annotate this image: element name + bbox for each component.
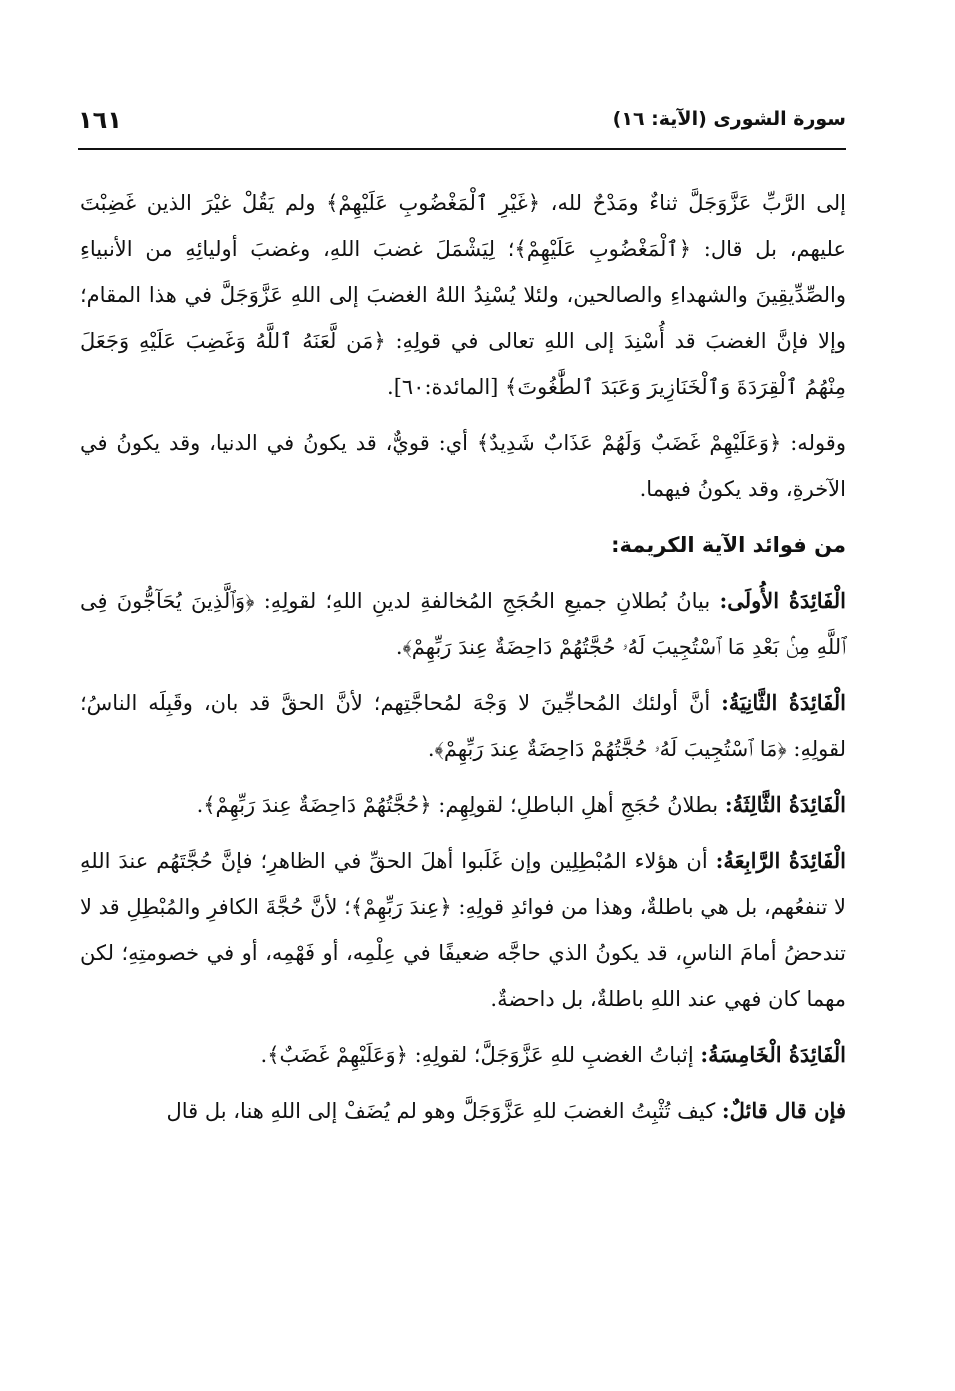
benefit-5 <box>80 1032 846 1078</box>
header-divider <box>78 148 846 150</box>
objection-text: كيف تُثْبِتُ الغضبَ للهِ عَزَّوَجَلَّ وهو لم يُضَفْ إلى اللهِ هنا، بل قال <box>166 1099 722 1123</box>
benefit-2-label: الْفَائِدَةُ الثَّانِيَةُ: <box>721 690 846 715</box>
objection-label: فإن قال قائلٌ: <box>721 1098 846 1123</box>
benefit-1 <box>80 578 846 670</box>
benefit-1-text: بيانُ بُطلانِ جميعِ الحُجَجِ المُخالفةِ لدينِ اللهِ؛ لقولِهِ: ﴿وَٱلَّذِينَ يُحَآجُّونَ فِى ٱللَّهِ مِنۢ بَعْدِ مَا ٱسْتُجِيبَ لَهُۥ حُجَّتُهُمْ دَاحِضَةٌ عِندَ رَبِّهِمْ﴾. <box>80 589 846 659</box>
benefit-2-text: أنَّ أولئك المُحاجِّينَ لا وَجْهَ لمُحاجَّتِهم؛ لأنَّ الحقَّ قد بان، وقَبِلَه الناسُ؛ لقولِهِ: ﴿مَا ٱسْتُجِيبَ لَهُۥ حُجَّتُهُمْ دَاحِضَةٌ عِندَ رَبِّهِمْ﴾. <box>80 691 846 761</box>
benefit-3 <box>80 782 846 828</box>
objection-paragraph <box>80 1088 846 1134</box>
surah-title: سورة الشورى (الآية: ١٦) <box>612 108 846 130</box>
benefit-4-text: أن هؤلاء المُبْطِلِين وإن غَلَبوا أهلَ الحقِّ في الظاهرِ؛ فإنَّ حُجَّتَهُم عندَ اللهِ لا تنفعُهم، بل هي باطلةٌ، وهذا من فوائدِ قولِهِ: ﴿عِندَ رَبِّهِمْ﴾؛ لأنَّ حُجَّةَ الكافرِ والمُبْطِلِ قد لا تندحضُ أمامَ الناسِ، قد يكونُ الذي حاجَّه ضعيفًا في عِلْمِه، أو فَهْمِه، أو في خصومتِهِ؛ لكن مهما كان فهي عند اللهِ باطلةٌ، بل داحضةٌ. <box>80 849 846 1011</box>
benefit-5-label: الْفَائِدَةُ الْخَامِسَةُ: <box>700 1042 846 1067</box>
benefits-heading: من فوائد الآية الكريمة: <box>611 533 846 557</box>
benefit-4-label: الْفَائِدَةُ الرَّابِعَةُ: <box>715 848 847 873</box>
page-header <box>78 108 846 144</box>
page-body <box>80 180 846 1144</box>
benefit-3-label: الْفَائِدَةُ الثَّالِثَةُ: <box>724 792 846 817</box>
page-number: ١٦١ <box>78 106 122 134</box>
benefit-1-label: الْفَائِدَةُ الأُولَى: <box>719 588 847 613</box>
intro-paragraph: إلى الرَّبِّ عَزَّوَجَلَّ ثناءٌ ومَدْحٌ لله، ﴿غَيْرِ ٱلْمَغْضُوبِ عَلَيْهِمْ﴾ ولم يَقُلْ غيْرَ الذين غَضِبْتَ عليهم، بل قال: ﴿ٱلْمَغْضُوبِ عَلَيْهِمْ﴾؛ لِيَشْمَلَ غضبَ اللهِ، وغضبَ أوليائِهِ من الأنبياءِ والصِّدِّيقِينَ والشهداءِ والصالحين، ولئلا يُسْنِدُ اللهُ الغضبَ إلى اللهِ عَزَّوَجَلَّ في هذا المقام؛ وإلا فإنَّ الغضبَ قد أُسْنِدَ إلى اللهِ تعالى في قولِهِ: ﴿مَن لَّعَنَهُ ٱللَّهُ وَغَضِبَ عَلَيْهِ وَجَعَلَ مِنْهُمُ ٱلْقِرَدَةَ وَٱلْخَنَازِيرَ وَعَبَدَ ٱلطَّٰغُوتَ﴾ [المائدة:٦٠]. <box>80 191 846 399</box>
benefit-2 <box>80 680 846 772</box>
verse-explanation-paragraph: وقوله: ﴿وَعَلَيْهِمْ غَضَبٌ وَلَهُمْ عَذَابٌ شَدِيدٌ﴾ أي: قويٌّ، قد يكونُ في الدنيا، وقد يكونُ في الآخرةِ، وقد يكونُ فيهما. <box>80 431 846 501</box>
benefit-3-text: بطلانُ حُجَجِ أهلِ الباطلِ؛ لقولِهِم: ﴿حُجَّتُهُمْ دَاحِضَةٌ عِندَ رَبِّهِمْ﴾. <box>196 793 725 817</box>
benefit-5-text: إثباتُ الغضبِ للهِ عَزَّوَجَلَّ؛ لقولِهِ: ﴿وَعَلَيْهِمْ غَضَبٌ﴾. <box>260 1043 701 1067</box>
benefit-4 <box>80 838 846 1022</box>
